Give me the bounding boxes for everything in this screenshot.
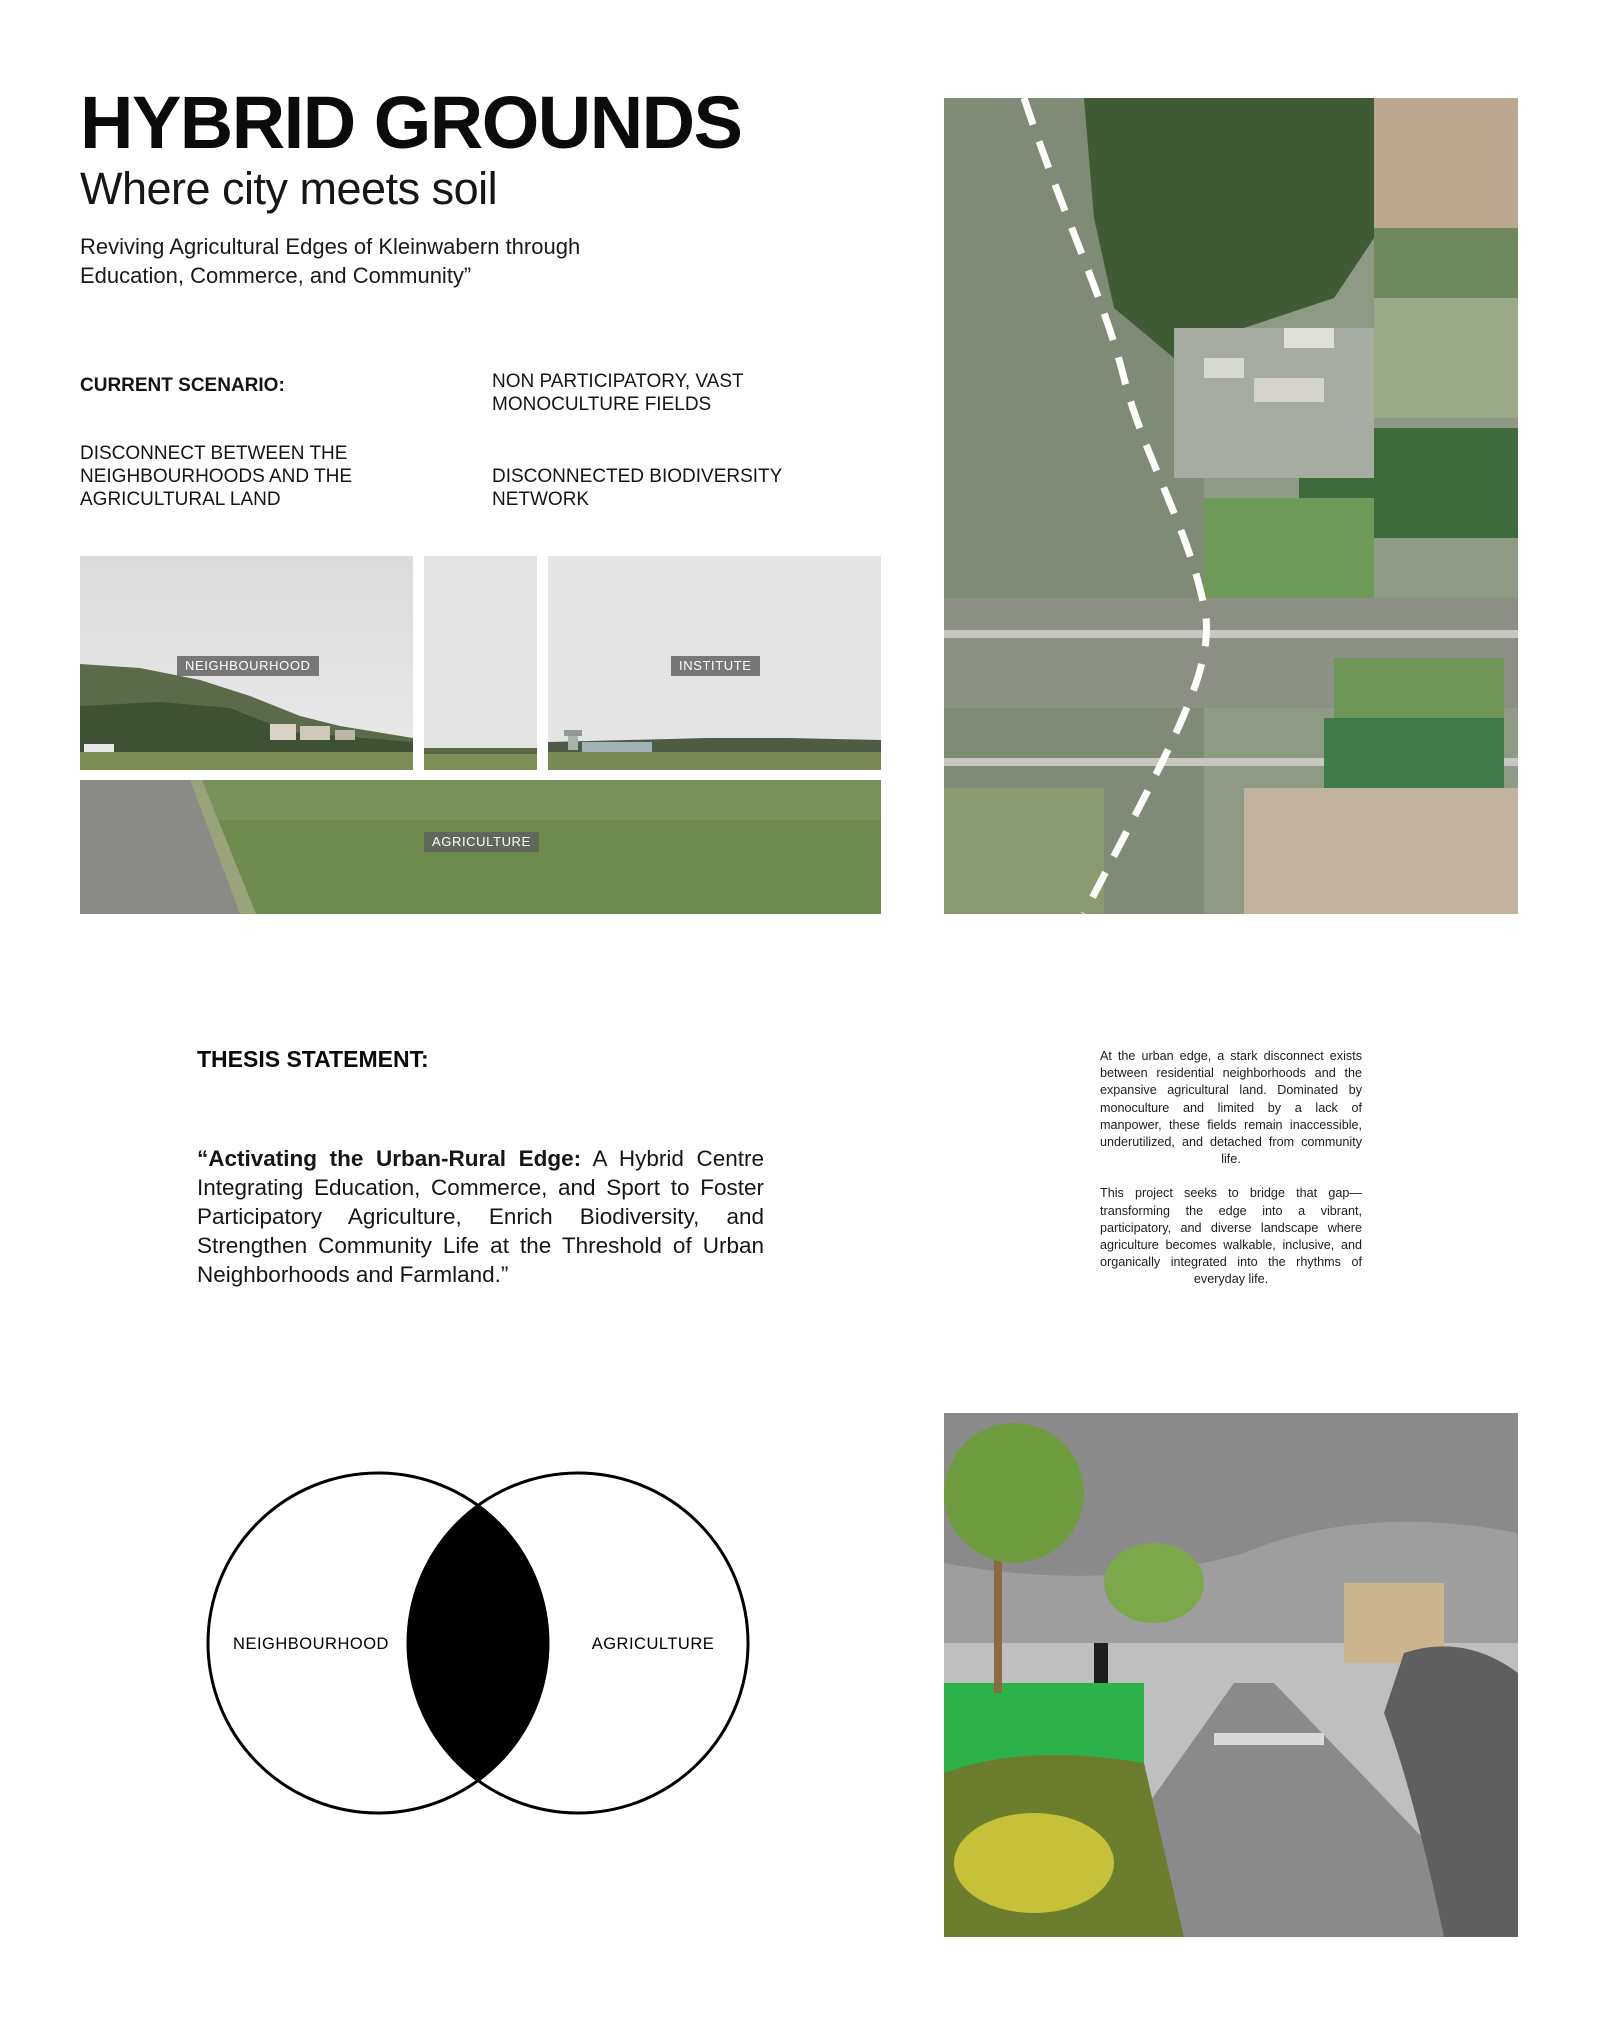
aerial-map [944,98,1518,914]
tagline [80,232,700,290]
thesis-statement [197,1144,764,1289]
thesis-heading: THESIS STATEMENT: [197,1046,429,1072]
project-description [1100,1048,1362,1306]
street-render [944,1413,1518,1937]
description-paragraph-1: At the urban edge, a stark disconnect exists between residential neighborhoods and the expansive agricultural land. Dominated by monoculture and limited by a lack of manpower, these fields remain inaccessible, underutilized, and detached from community life. [1100,1049,1362,1167]
page-title: HYBRID GROUNDS [80,81,742,164]
label-agriculture: AGRICULTURE [424,832,539,852]
tagline-line-1: Reviving Agricultural Edges of Kleinwabern through [80,234,581,259]
thesis-text: A Hybrid Centre Integrating Education, Commerce, and Sport to Foster Participatory Agriculture, Enrich Biodiversity, and Strengthen Community Life at the Threshold of Urban Neighborhoods and Farmland.” [197,1146,765,1287]
page-subtitle: Where city meets soil [80,163,498,214]
scenario-heading: CURRENT SCENARIO: [80,375,285,396]
tagline-line-2: Education, Commerce, and Community” [80,263,472,288]
photo-agriculture [80,780,881,914]
photo-institute [548,556,881,770]
venn-label-neighbourhood: NEIGHBOURHOOD [233,1635,389,1653]
label-institute: INSTITUTE [671,656,760,676]
scenario-item-disconnect: DISCONNECT BETWEEN THE NEIGHBOURHOODS AND THE AGRICULTURAL LAND [80,443,353,510]
venn-label-agriculture: AGRICULTURE [591,1635,715,1653]
photo-field-gap [424,556,537,770]
photo-neighbourhood [80,556,413,770]
scenario-item-biodiversity: DISCONNECTED BIODIVERSITY NETWORK [492,466,782,510]
thesis-lead: “Activating the Urban-Rural Edge: [197,1146,582,1171]
venn-diagram [200,1465,760,1825]
scenario-item-monoculture: NON PARTICIPATORY, VAST MONOCULTURE FIELDS [492,371,744,415]
description-paragraph-2: This project seeks to bridge that gap—transforming the edge into a vibrant, participatory, and diverse landscape where agriculture becomes walkable, inclusive, and organically integrated into the rhythms of everyday life. [1100,1186,1362,1287]
label-neighbourhood: NEIGHBOURHOOD [177,656,319,676]
